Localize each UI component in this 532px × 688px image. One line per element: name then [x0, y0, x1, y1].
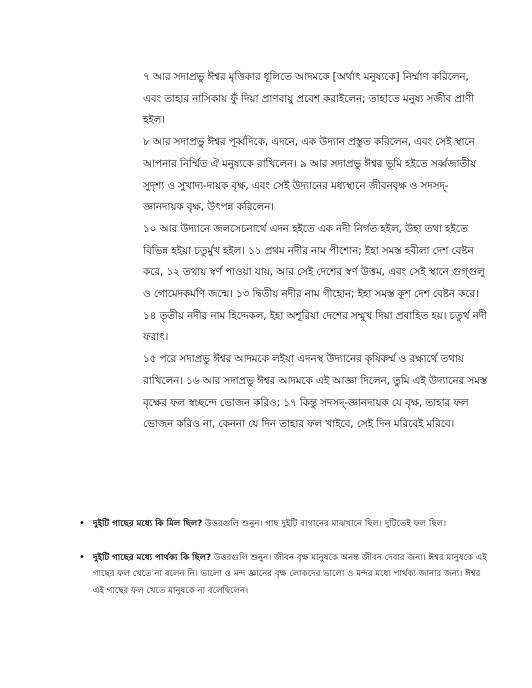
question-list [79, 516, 493, 617]
passage-paragraph: ৮ আর সদাপ্রভু ঈশ্বর পূর্ব্বদিকে, এদনে, এক উদ্যান প্রস্তুত করিলেন, এবং সেই স্থানে আপনার নির্ম্মিত ঐ মনুষ্যকে রাখিলেন। ৯ আর সদাপ্রভু ঈশ্বর ভূমি হইতে সর্ব্বজাতীয় সুদৃশ্য ও সুখাদ্য-দায়ক বৃক্ষ, এবং সেই উদ্যানের মধ্যস্থানে জীবনবৃক্ষ ও সদসদ্‌-জ্ঞানদায়ক বৃক্ষ, উৎপন্ন করিলেন। [143, 136, 477, 214]
list-item [79, 516, 493, 532]
list-item [79, 550, 493, 599]
passage-paragraph: ৭ আর সদাপ্রভু ঈশ্বর মৃত্তিকার ধূলিতে আদমকে [অর্থাৎ মনুষ্যকে] নির্ম্মাণ করিলেন, এবং তাহার নাসিকায় ফুঁ দিয়া প্রাণবায়ু প্রবেশ করাইলেন; তাহাতে মনুষ্য সজীব প্রাণী হইল। [143, 71, 475, 127]
question-text: দুইটি গাছের মধ্যে পার্থক্য কি ছিল? [93, 553, 212, 564]
bullet-icon: • [79, 518, 85, 529]
question-text: দুইটি গাছের মধ্যে কি মিল ছিল? [93, 519, 203, 529]
passage-paragraph: ১০ আর উদ্যানে জলসেচনার্থে এদন হইতে এক নদী নির্গত হইল, উহা তথা হইতে বিভিন্ন হইয়া চতুর্মুখ হইল। ১১ প্রথম নদীর নাম পীশোন; ইহা সমস্ত হবীলা দেশ বেষ্টন করে, ১২ তথায় স্বর্ণ পাওয়া যায়, আর সেই দেশের স্বর্ণ উত্তম, এবং সেই স্থানে গুগ্‌গুলু ও গোমেদকমণি জন্মে। ১৩ দ্বিতীয় নদীর নাম গীহোন; ইহা সমস্ত কূশ দেশ বেষ্টন করে। ১৪ তৃতীয় নদীর নাম হিদ্দেকল, ইহা অশূরিয়া দেশের সম্মুখ দিয়া প্রবাহিত হয়। চতুর্থ নদী ফরাৎ। [143, 222, 488, 344]
bullet-icon: • [79, 552, 85, 564]
answer-text: উত্তরগুলি শুনুন। জীবন বৃক্ষ মানুষকে অনন্ত জীবন দেবার জন্য। ঈশ্বর মানুষকে এই গাছের ফল খেতে না বলেন নি। ভালো ও মন্দ জ্ঞানের বৃক্ষ লোকদের ভালো ও মন্দর মধ্যে পার্থক্য জানার জন্য। ঈশ্বর এই গাছের ফল খেতে মানুষকে না বলেছিলেন। [93, 553, 487, 596]
answer-text: উত্তরগুলি শুনুন। গাছ দুইটি বাগানের মাঝখানে ছিল। দুটিতেই ফল ছিল। [202, 519, 447, 529]
passage-paragraph: ১৫ পরে সদাপ্রভু ঈশ্বর আদমকে লইয়া এদনস্থ উদ্যানের কৃষিকর্ম্ম ও রক্ষার্থে তথায় রাখিলেন। ১৬ আর সদাপ্রভু ঈশ্বর আদমকে এই আজ্ঞা দিলেন, তুমি এই উদ্যানের সমস্ত বৃক্ষের ফল স্বচ্ছন্দে ভোজন করিও; ১৭ কিন্তু সদসদ্‌-জ্ঞানদায়ক যে বৃক্ষ, তাহার ফল ভোজন করিও না, কেননা যে দিন তাহার ফল খাইবে, সেই দিন মরিবেই মরিবে। [143, 353, 488, 431]
scripture-passage [143, 67, 488, 436]
